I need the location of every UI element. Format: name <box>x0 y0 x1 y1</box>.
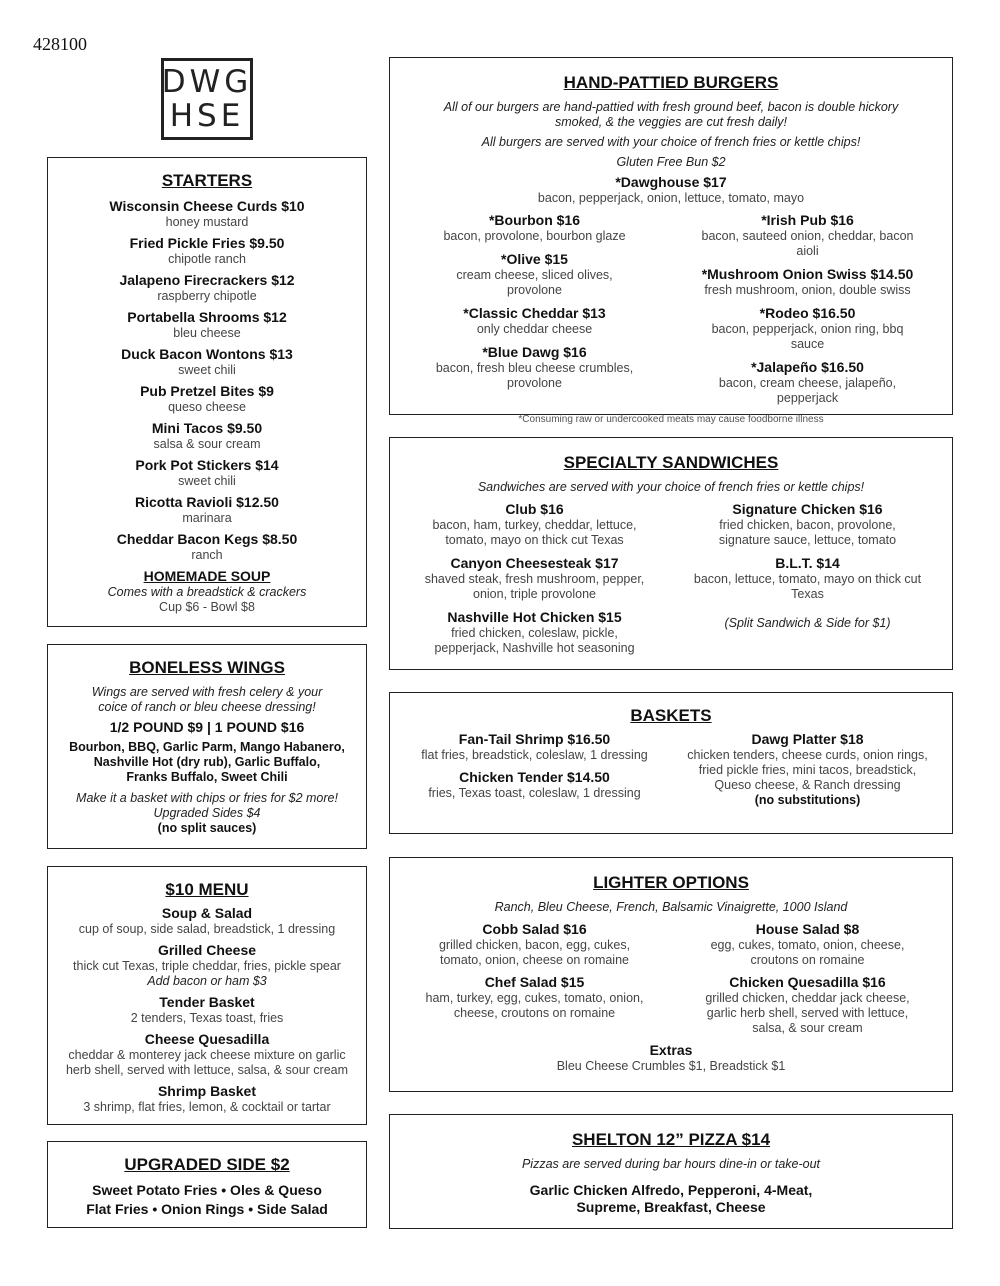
item-desc: sweet chili <box>178 363 236 377</box>
item-name: Jalapeno Firecrackers $12 <box>119 272 295 288</box>
upgraded-side-line-2: Flat Fries • Onion Rings • Side Salad <box>86 1201 328 1217</box>
disclaimer: *Consuming raw or undercooked meats may cause foodborne illness <box>518 414 824 425</box>
item-name: Portabella Shrooms $12 <box>127 309 287 325</box>
item-name: Mini Tacos $9.50 <box>151 420 263 436</box>
item-desc: fried chicken, bacon, provolone, signature sauce, lettuce, tomato <box>718 518 897 547</box>
baskets-left-column <box>398 731 671 808</box>
sandwiches-intro: Sandwiches are served with your choice of french fries or kettle chips! <box>477 480 865 494</box>
page-id: 428100 <box>33 34 87 54</box>
item-name: *Blue Dawg $16 <box>482 344 587 360</box>
menu-item <box>48 198 366 230</box>
extras-title: Extras <box>649 1042 693 1058</box>
burgers-left-column <box>398 212 671 413</box>
logo-line-2: HSE <box>169 98 245 134</box>
logo <box>161 58 253 140</box>
menu-item <box>671 266 944 298</box>
item-name: Pork Pot Stickers $14 <box>135 457 279 473</box>
item-name: Pub Pretzel Bites $9 <box>140 383 274 399</box>
wings-sauces-2: Nashville Hot (dry rub), Garlic Buffalo, <box>93 755 321 769</box>
item-desc: bacon, fresh bleu cheese crumbles, provolone <box>435 361 634 390</box>
section-title: SPECIALTY SANDWICHES <box>563 453 779 472</box>
item-name: Canyon Cheesesteak $17 <box>450 555 619 571</box>
item-desc: bacon, ham, turkey, cheddar, lettuce, tomato, mayo on thick cut Texas <box>432 518 637 547</box>
item-name: *Irish Pub $16 <box>761 212 854 228</box>
item-desc: fresh mushroom, onion, double swiss <box>704 283 911 297</box>
soup-title: HOMEMADE SOUP <box>143 568 271 584</box>
item-desc: grilled chicken, cheddar jack cheese, garlic herb shell, served with lettuce, salsa, & sour cream <box>705 991 910 1035</box>
item-name: Cheddar Bacon Kegs $8.50 <box>116 531 298 547</box>
section-title: SHELTON 12” PIZZA $14 <box>571 1130 771 1149</box>
pizza-section <box>389 1114 953 1229</box>
menu-item <box>48 383 366 415</box>
item-desc: ranch <box>191 548 223 562</box>
dressings-list: Ranch, Bleu Cheese, French, Balsamic Vinaigrette, 1000 Island <box>494 900 848 914</box>
menu-item <box>398 609 671 656</box>
item-name: B.L.T. $14 <box>775 555 840 571</box>
item-name: Soup & Salad <box>161 905 253 921</box>
ten-menu-section <box>47 866 367 1125</box>
menu-item <box>398 769 671 801</box>
lighter-right-column <box>671 921 944 1042</box>
item-desc: cup of soup, side salad, breadstick, 1 dressing <box>78 922 336 936</box>
item-name: Signature Chicken $16 <box>732 501 883 517</box>
wings-basket-note: Make it a basket with chips or fries for $2 more! <box>76 791 338 805</box>
item-name: *Dawghouse $17 <box>615 174 727 190</box>
item-desc: only cheddar cheese <box>476 322 593 336</box>
item-desc: 2 tenders, Texas toast, fries <box>130 1011 284 1025</box>
item-name: *Mushroom Onion Swiss $14.50 <box>701 266 914 282</box>
item-desc: shaved steak, fresh mushroom, pepper, onion, triple provolone <box>424 572 645 601</box>
item-desc: fries, Texas toast, coleslaw, 1 dressing <box>428 786 641 800</box>
pizza-note: Pizzas are served during bar hours dine-in or take-out <box>521 1157 821 1171</box>
item-desc: marinara <box>182 511 232 525</box>
item-name: Fried Pickle Fries $9.50 <box>129 235 285 251</box>
menu-item <box>671 359 944 406</box>
menu-item <box>398 212 671 244</box>
menu-item <box>671 212 944 259</box>
item-name: Nashville Hot Chicken $15 <box>447 609 622 625</box>
menu-item <box>671 921 944 968</box>
item-desc: ham, turkey, egg, cukes, tomato, onion, cheese, croutons on romaine <box>425 991 644 1020</box>
item-name: Chicken Tender $14.50 <box>459 769 610 785</box>
item-name: Duck Bacon Wontons $13 <box>121 346 293 362</box>
section-title: BASKETS <box>630 706 712 725</box>
menu-item <box>48 235 366 267</box>
item-name: Chef Salad $15 <box>484 974 585 990</box>
menu-item <box>398 305 671 337</box>
split-sandwich-note: (Split Sandwich & Side for $1) <box>724 616 891 630</box>
menu-item <box>398 555 671 602</box>
item-name: Grilled Cheese <box>157 942 257 958</box>
menu-item <box>671 305 944 352</box>
item-name: *Bourbon $16 <box>488 212 580 228</box>
section-title: UPGRADED SIDE $2 <box>124 1155 290 1174</box>
menu-item <box>48 905 366 937</box>
item-desc: thick cut Texas, triple cheddar, fries, pickle spear <box>73 959 341 973</box>
baskets-section <box>389 692 953 834</box>
menu-item <box>48 1031 366 1078</box>
item-name: Cobb Salad $16 <box>482 921 587 937</box>
wings-sauces-3: Franks Buffalo, Sweet Chili <box>126 770 288 784</box>
item-desc: 3 shrimp, flat fries, lemon, & cocktail or tartar <box>83 1100 331 1114</box>
item-name: Wisconsin Cheese Curds $10 <box>109 198 305 214</box>
menu-item <box>398 501 671 548</box>
menu-item <box>48 1083 366 1115</box>
item-desc: cheddar & monterey jack cheese mixture on garlic <box>68 1048 346 1062</box>
menu-item <box>48 457 366 489</box>
gluten-free-note: Gluten Free Bun $2 <box>616 155 726 169</box>
burgers-intro-3: All burgers are served with your choice of french fries or kettle chips! <box>481 135 861 149</box>
item-desc: fried chicken, coleslaw, pickle, pepperjack, Nashville hot seasoning <box>434 626 635 655</box>
section-title: HAND-PATTIED BURGERS <box>563 73 779 92</box>
item-desc: egg, cukes, tomato, onion, cheese, croutons on romaine <box>710 938 905 967</box>
item-desc: raspberry chipotle <box>157 289 257 303</box>
item-name: *Olive $15 <box>501 251 568 267</box>
item-desc: bacon, pepperjack, onion ring, bbq sauce <box>711 322 904 351</box>
item-desc: bacon, provolone, bourbon glaze <box>443 229 626 243</box>
burgers-intro-1: All of our burgers are hand-pattied with fresh ground beef, bacon is double hickory <box>443 100 899 114</box>
item-name: Cheese Quesadilla <box>144 1031 270 1047</box>
item-name: Ricotta Ravioli $12.50 <box>135 494 279 510</box>
item-desc-2: herb shell, served with lettuce, salsa, & sour cream <box>65 1063 349 1077</box>
menu-item <box>48 994 366 1026</box>
item-desc: flat fries, breadstick, coleslaw, 1 dressing <box>421 748 648 762</box>
item-desc: bacon, lettuce, tomato, mayo on thick cut Texas <box>693 572 922 601</box>
item-name: Club $16 <box>505 501 564 517</box>
item-desc: honey mustard <box>165 215 249 229</box>
menu-item <box>48 942 366 989</box>
item-desc: sweet chili <box>178 474 236 488</box>
wings-sauces-1: Bourbon, BBQ, Garlic Parm, Mango Habanero, <box>69 740 345 754</box>
menu-item <box>398 731 671 763</box>
section-title: STARTERS <box>161 171 253 190</box>
menu-item <box>398 921 671 968</box>
section-title: $10 MENU <box>165 880 249 899</box>
soup-note: Comes with a breadstick & crackers <box>107 585 307 599</box>
sandwiches-right-column <box>671 501 944 663</box>
menu-item <box>398 974 671 1021</box>
item-name: Shrimp Basket <box>157 1083 257 1099</box>
wings-section <box>47 644 367 849</box>
menu-item <box>48 531 366 563</box>
menu-item <box>398 174 944 206</box>
item-name: *Jalapeño $16.50 <box>751 359 864 375</box>
item-name: *Rodeo $16.50 <box>759 305 856 321</box>
item-desc: bleu cheese <box>173 326 241 340</box>
menu-item <box>671 974 944 1036</box>
burgers-right-column <box>671 212 944 413</box>
item-desc: bacon, pepperjack, onion, lettuce, tomato, mayo <box>537 191 805 205</box>
sandwiches-right-items <box>671 501 944 602</box>
item-name: Fan-Tail Shrimp $16.50 <box>458 731 611 747</box>
item-desc: grilled chicken, bacon, egg, cukes, tomato, onion, cheese on romaine <box>438 938 631 967</box>
menu-item <box>48 272 366 304</box>
wings-intro-2: coice of ranch or bleu cheese dressing! <box>98 700 316 714</box>
logo-line-1: DWG <box>161 64 253 100</box>
section-title: LIGHTER OPTIONS <box>593 873 749 892</box>
upgraded-side-section <box>47 1141 367 1228</box>
baskets-right-column <box>671 731 944 808</box>
lighter-section <box>389 857 953 1092</box>
wings-upgrade-note: Upgraded Sides $4 <box>153 806 261 820</box>
burgers-intro-2: smoked, & the veggies are cut fresh daily! <box>554 115 788 129</box>
wings-no-split: (no split sauces) <box>157 821 257 835</box>
lighter-left-column <box>398 921 671 1042</box>
item-name: House Salad $8 <box>755 921 860 937</box>
menu-item <box>671 555 944 602</box>
no-substitutions-note: (no substitutions) <box>754 793 861 807</box>
starters-section <box>47 157 367 627</box>
starters-list <box>48 198 366 563</box>
extras-list: Bleu Cheese Crumbles $1, Breadstick $1 <box>556 1059 786 1073</box>
pizza-list-2: Supreme, Breakfast, Cheese <box>576 1199 766 1215</box>
item-name: Dawg Platter $18 <box>751 731 864 747</box>
soup-price: Cup $6 - Bowl $8 <box>159 600 255 614</box>
sandwiches-left-column <box>398 501 671 663</box>
section-title: BONELESS WINGS <box>129 658 285 677</box>
menu-item <box>48 420 366 452</box>
sandwiches-section <box>389 437 953 670</box>
menu-item <box>671 501 944 548</box>
item-name: *Classic Cheddar $13 <box>463 305 606 321</box>
item-desc: cream cheese, sliced olives, provolone <box>456 268 613 297</box>
wings-intro-1: Wings are served with fresh celery & your <box>91 685 323 699</box>
item-desc: chipotle ranch <box>168 252 246 266</box>
menu-item <box>398 251 671 298</box>
pizza-list-1: Garlic Chicken Alfredo, Pepperoni, 4-Meat, <box>529 1182 813 1198</box>
item-desc: queso cheese <box>168 400 246 414</box>
item-desc: bacon, sauteed onion, cheddar, bacon aioli <box>701 229 914 258</box>
menu-item <box>398 344 671 391</box>
item-desc-2: Add bacon or ham $3 <box>147 974 267 988</box>
wings-prices: 1/2 POUND $9 | 1 POUND $16 <box>109 719 305 735</box>
burgers-section <box>389 57 953 425</box>
ten-menu-list <box>48 905 366 1115</box>
item-name: Chicken Quesadilla $16 <box>729 974 886 990</box>
item-desc: salsa & sour cream <box>153 437 261 451</box>
item-desc: chicken tenders, cheese curds, onion rings, fried pickle fries, mini tacos, breadstick, Queso cheese, & Ranch dressing <box>687 748 928 792</box>
item-desc: bacon, cream cheese, jalapeño, pepperjack <box>718 376 897 405</box>
item-name: Tender Basket <box>159 994 255 1010</box>
menu-item <box>48 309 366 341</box>
menu-item <box>48 494 366 526</box>
upgraded-side-line-1: Sweet Potato Fries • Oles & Queso <box>92 1182 322 1198</box>
menu-item <box>48 346 366 378</box>
